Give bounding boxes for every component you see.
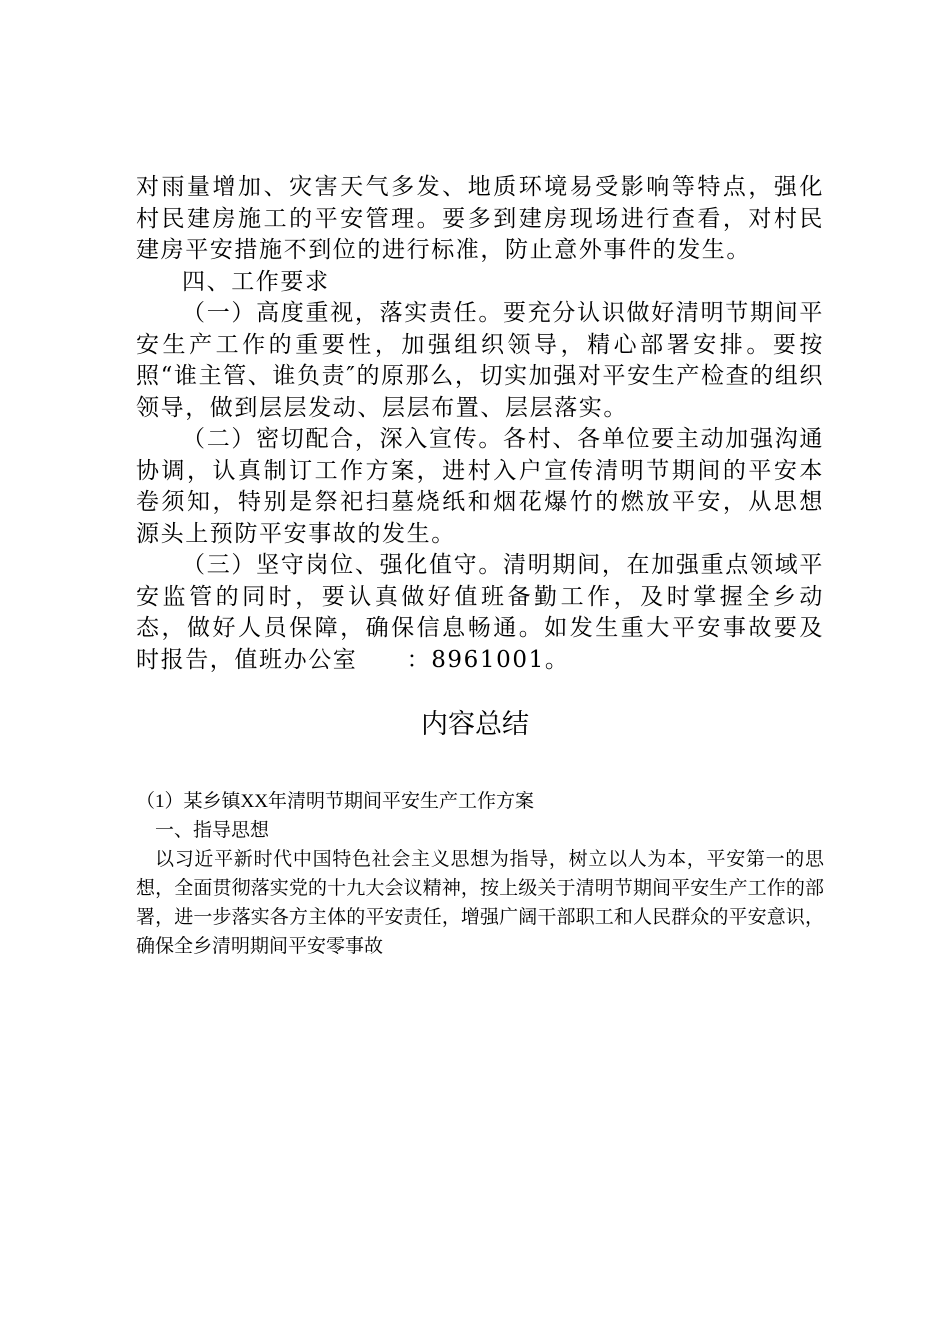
main-body-text (136, 172, 824, 676)
paragraph-3: （一）高度重视，落实责任。要充分认识做好清明节期间平安生产工作的重要性，加强组织领导，精心部署安排。要按照“谁主管、谁负责″的原那么，切实加强对平安生产检查的组织领导，做到层层发动、层层布置、层层落实。 (136, 300, 824, 421)
summary-title: 内容总结 (421, 709, 529, 740)
paragraph-1: 对雨量增加、灾害天气多发、地质环境易受影响等特点，强化村民建房施工的平安管理。要多到建房现场进行查看，对村民建房平安措施不到位的进行标准，防止意外事件的发生。 (136, 174, 824, 263)
summary-line-2: 一、指导思想 (155, 820, 270, 841)
summary-text (136, 787, 824, 961)
section-heading: 四、工作要求 (182, 268, 330, 295)
paragraph-4: （二）密切配合，深入宣传。各村、各单位要主动加强沟通协调，认真制订工作方案，进村入户宣传清明节期间的平安本卷须知，特别是祭祀扫墓烧纸和烟花爆竹的燃放平安，从思想源头上预防平安事故的发生。 (136, 426, 824, 547)
summary-line-1: （1）某乡镇XX年清明节期间平安生产工作方案 (136, 791, 534, 812)
paragraph-5: （三）坚守岗位、强化值守。清明期间，在加强重点领域平安监管的同时，要认真做好值班备勤工作，及时掌握全乡动态，做好人员保障，确保信息畅通。如发生重大平安事故要及时报告，值班办公室 ：8961001。 (136, 552, 824, 673)
summary-line-3: 以习近平新时代中国特色社会主义思想为指导，树立以人为本，平安第一的思想，全面贯彻落实党的十九大会议精神，按上级关于清明节期间平安生产工作的部署，进一步落实各方主体的平安责任，增强广阔干部职工和人民群众的平安意识，确保全乡清明期间平安零事故 (136, 849, 824, 957)
